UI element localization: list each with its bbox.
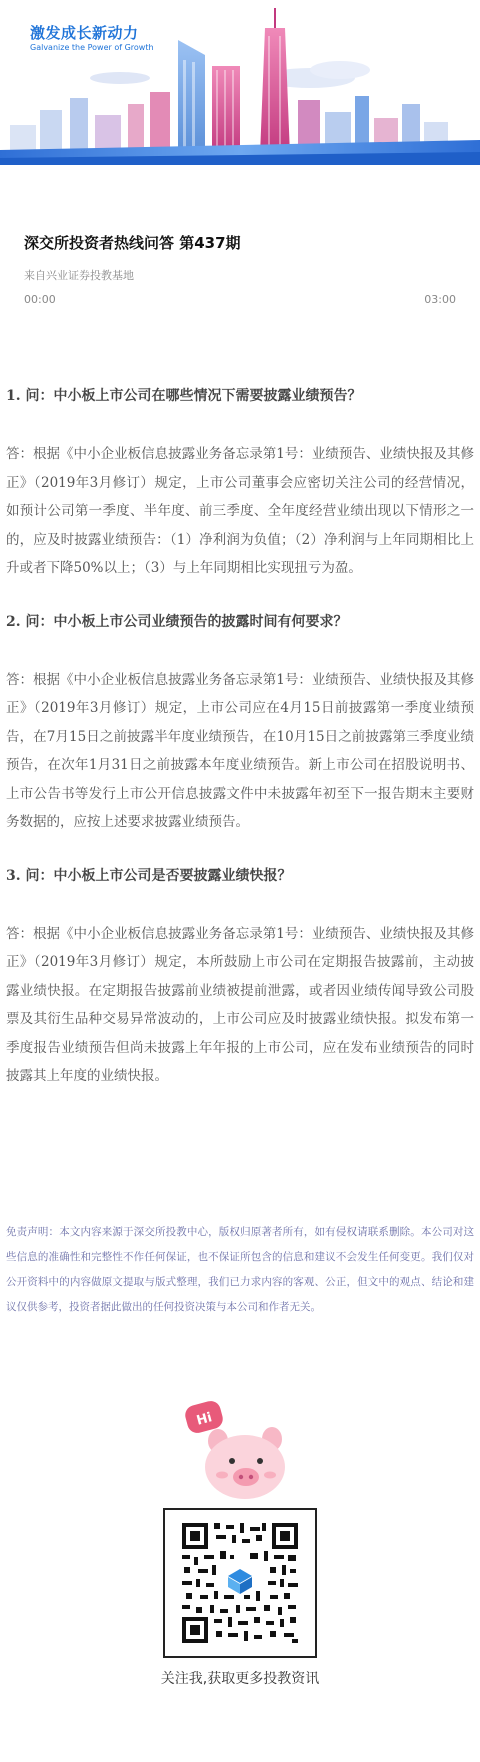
- answer-1: 答：根据《中小企业板信息披露业务备忘录第1号：业绩预告、业绩快报及其修正》（2019年3月修订）规定，上市公司董事会应密切关注公司的经营情况，如预计公司第一季度、半年度、前三季度、全年度经营业绩出现以下情形之一的，应及时披露业绩预告：（1）净利润为负值；（2）净利润与上年同期相比上升或者下降50%以上；（3）与上年同期相比实现扭亏为盈。: [6, 446, 474, 576]
- banner-slogan-en: Galvanize the Power of Growth: [30, 43, 154, 52]
- audio-source: 来自兴业证券投教基地: [24, 269, 134, 282]
- disclaimer-text: 免责声明：本文内容来源于深交所投教中心，版权归原著者所有，如有侵权请联系删除。本公司对这些信息的准确性和完整性不作任何保证，也不保证所包含的信息和建议不会发生任何变更。我们仅对公开资料中的内容做原文提取与版式整理，我们已力求内容的客观、公正，但文中的观点、结论和建议仅供参考，投资者据此做出的任何投资决策与本公司和作者无关。: [6, 1226, 474, 1313]
- audio-current-time: 00:00: [24, 293, 56, 306]
- qr-code-icon: [180, 1521, 300, 1645]
- pig-mascot-illustration: [180, 1395, 300, 1505]
- qr-caption: 关注我,获取更多投教资讯: [160, 1671, 320, 1687]
- audio-player[interactable]: [24, 232, 456, 306]
- header-banner: [0, 0, 480, 165]
- article-body: [6, 382, 474, 1091]
- audio-total-time: 03:00: [424, 293, 456, 306]
- qr-code: [163, 1508, 317, 1658]
- answer-2: 答：根据《中小企业板信息披露业务备忘录第1号：业绩预告、业绩快报及其修正》（2019年3月修订）规定，上市公司应在4月15日前披露第一季度业绩预告，在7月15日之前披露半年度业绩预告，在10月15日之前披露第三季度业绩预告，在次年1月31日之前披露本年度业绩预告。新上市公司在招股说明书、上市公告书等发行上市公开信息披露文件中未披露年初至下一报告期末主要财务数据的，应按上述要求披露业绩预告。: [6, 671, 474, 830]
- audio-title: 深交所投资者热线问答 第437期: [24, 234, 241, 252]
- answer-3: 答：根据《中小企业板信息披露业务备忘录第1号：业绩预告、业绩快报及其修正》（2019年3月修订）规定，本所鼓励上市公司在定期报告披露前，主动披露业绩快报。在定期报告披露前业绩被提前泄露，或者因业绩传闻导致公司股票及其衍生品种交易异常波动的，上市公司应及时披露业绩快报。拟发布第一季度报告业绩预告但尚未披露上年年报的上市公司，应在发布业绩预告的同时披露其上年度的业绩快报。: [6, 925, 474, 1084]
- question-2: 2. 问：中小板上市公司业绩预告的披露时间有何要求？: [6, 613, 348, 630]
- mascot-badge-text: Hi: [194, 1410, 214, 1429]
- banner-slogan-cn: 激发成长新动力: [30, 24, 139, 42]
- question-3: 3. 问：中小板上市公司是否要披露业绩快报？: [6, 867, 292, 884]
- question-1: 1. 问：中小板上市公司在哪些情况下需要披露业绩预告？: [6, 388, 362, 404]
- audio-timeline[interactable]: [24, 293, 456, 306]
